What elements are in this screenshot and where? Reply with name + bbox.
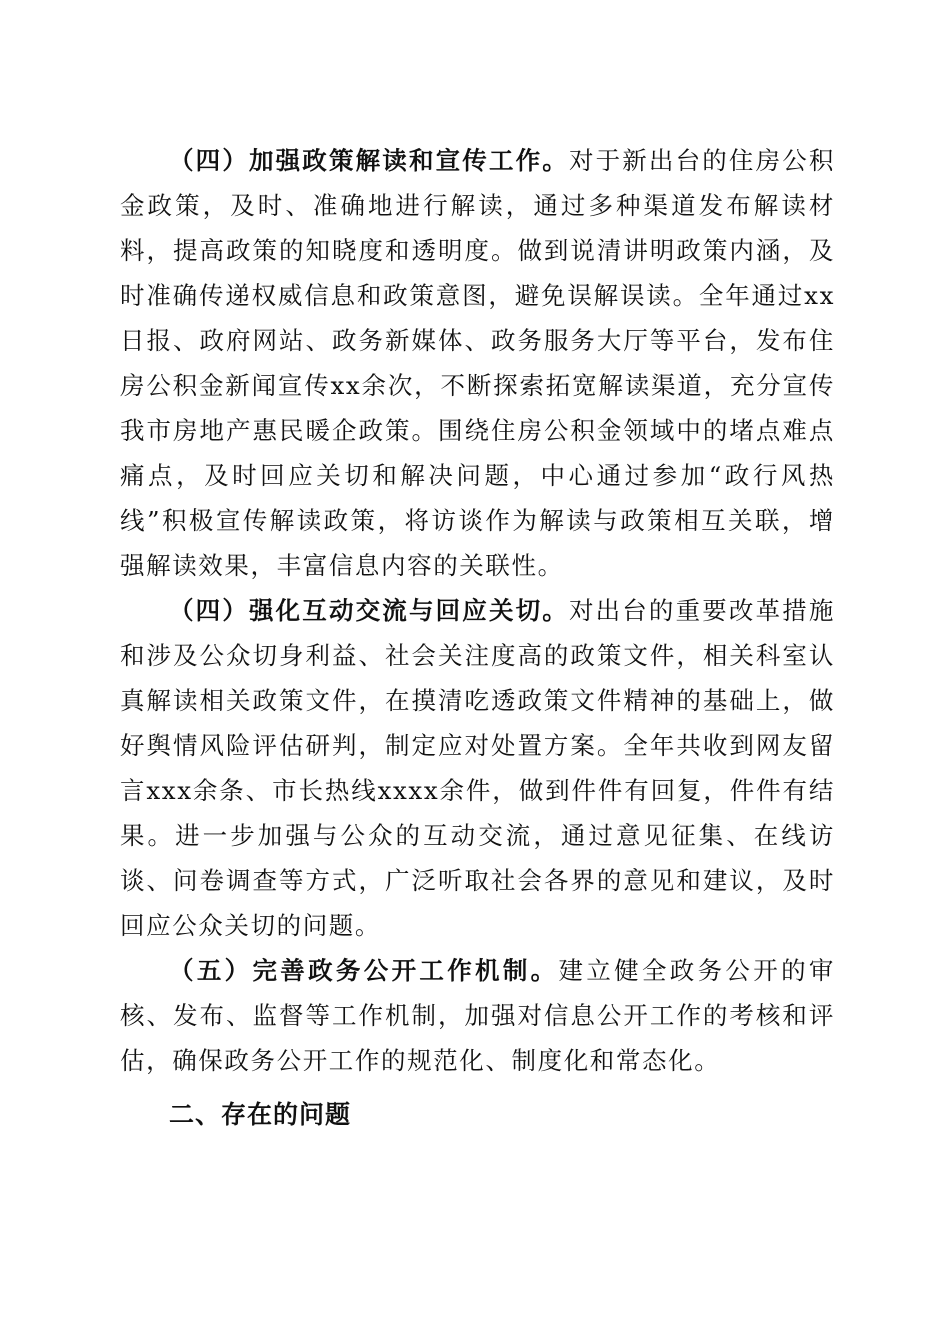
- paragraph-interaction-response: [120, 588, 835, 948]
- paragraph-text: 对出台的重要改革措施和涉及公众切身利益、社会关注度高的政策文件，相关科室认真解读相关政策文件，在摸清吃透政策文件精神的基础上，做好舆情风险评估研判，制定应对处置方案。全年共收到网友留言xxx余条、市长热线xxxx余件，做到件件有回复，件件有结果。进一步加强与公众的互动交流，通过意见征集、在线访谈、问卷调查等方式，广泛听取社会各界的意见和建议，及时回应公众关切的问题。: [120, 596, 835, 940]
- section-heading: 二、存在的问题: [169, 1100, 352, 1129]
- paragraph-text: 对于新出台的住房公积金政策，及时、准确地进行解读，通过多种渠道发布解读材料，提高政策的知晓度和透明度。做到说清讲明政策内涵，及时准确传递权威信息和政策意图，避免误解误读。全年通过xx日报、政府网站、政务新媒体、政务服务大厅等平台，发布住房公积金新闻宣传xx余次，不断探索拓宽解读渠道，充分宣传我市房地产惠民暖企政策。围绕住房公积金领域中的堵点难点痛点，及时回应关切和解决问题，中心通过参加“政行风热线”积极宣传解读政策，将访谈作为解读与政策相互关联，增强解读效果，丰富信息内容的关联性。: [120, 146, 835, 580]
- paragraph-policy-interpretation: [120, 138, 835, 588]
- document-body: [120, 138, 835, 1139]
- paragraph-work-mechanism: [120, 948, 835, 1083]
- paragraph-lead: （四）加强政策解读和宣传工作。: [169, 146, 569, 175]
- paragraph-lead: （四）强化互动交流与回应关切。: [169, 596, 569, 625]
- paragraph-text: 建立健全政务公开的审核、发布、监督等工作机制，加强对信息公开工作的考核和评估，确保政务公开工作的规范化、制度化和常态化。: [120, 956, 835, 1075]
- paragraph-lead: （五）完善政务公开工作机制。: [169, 956, 559, 985]
